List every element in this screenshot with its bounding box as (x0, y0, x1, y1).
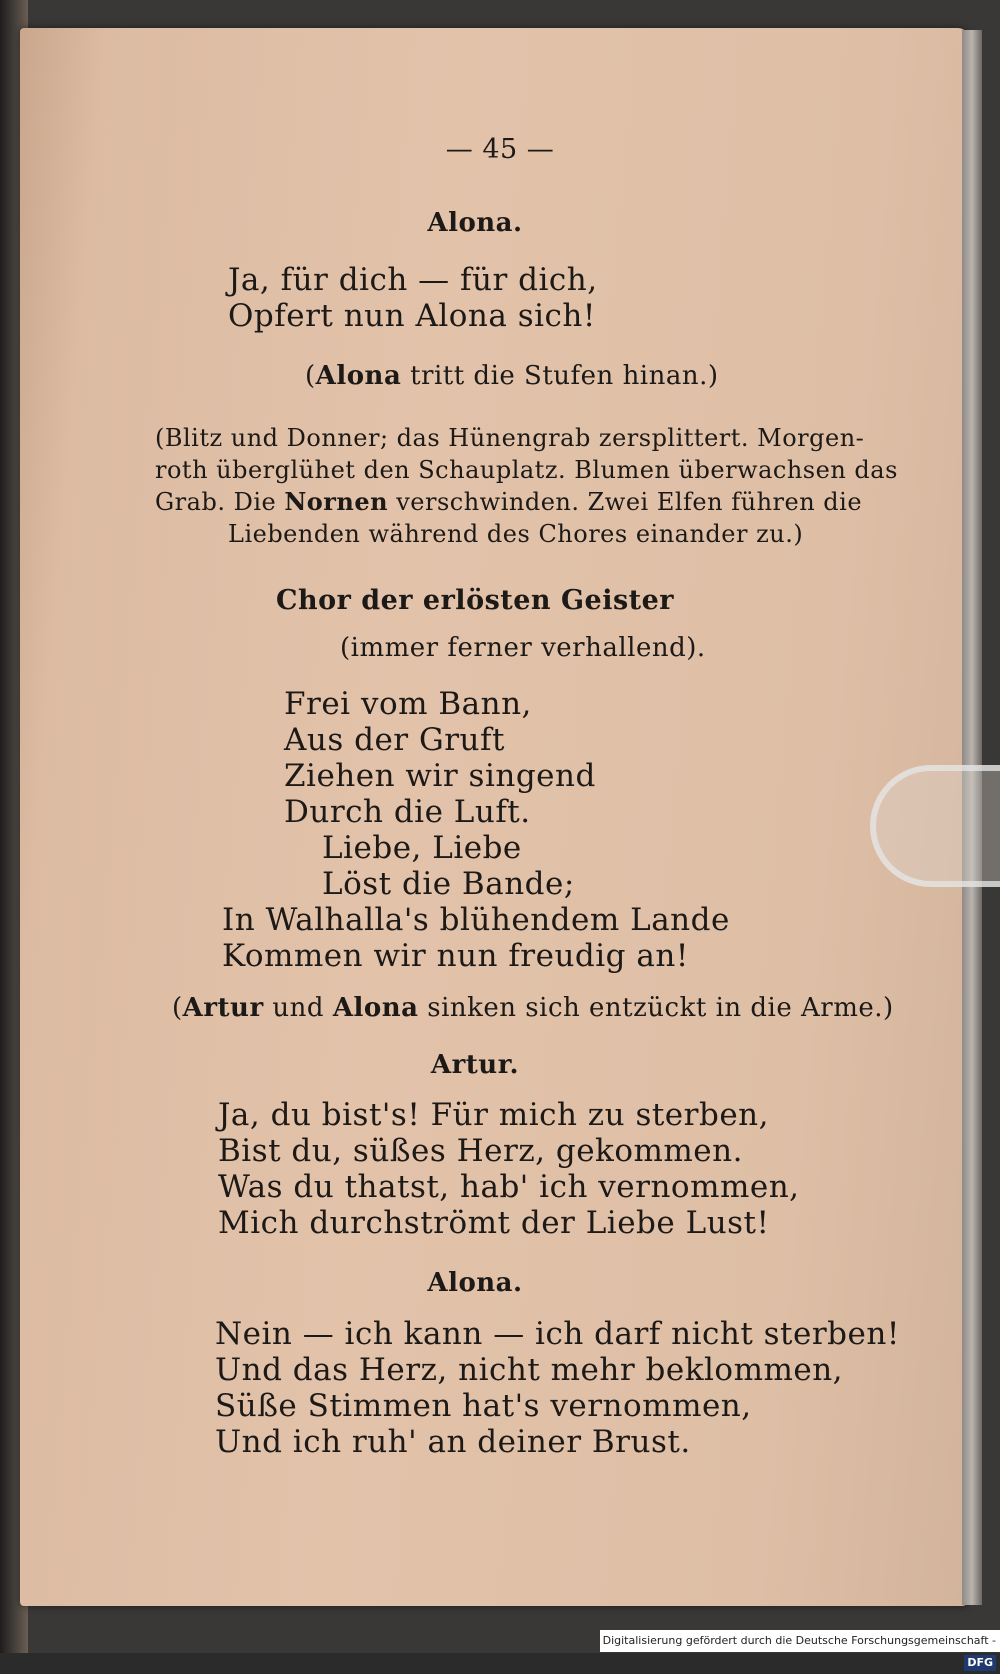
verse-line: Durch die Luft. (284, 794, 531, 830)
verse-line: Ja, du bist's! Für mich zu sterben, (218, 1097, 769, 1133)
stage-name: Alona (315, 361, 402, 391)
verse-line: Bist du, süßes Herz, gekommen. (218, 1133, 743, 1169)
verse-line: Und ich ruh' an deiner Brust. (215, 1424, 691, 1460)
stage-name: Artur (182, 993, 264, 1023)
stage-direction-3: (Artur und Alona sinken sich entzückt in die Arme.) (172, 993, 894, 1023)
verse-line: Aus der Gruft (284, 722, 505, 758)
verse-line: In Walhalla's blühendem Lande (222, 902, 730, 938)
verse-line: Mich durchströmt der Liebe Lust! (218, 1205, 770, 1241)
speaker-alona-2: Alona. (427, 1268, 523, 1298)
stage-direction-2-line: Liebenden während des Chores einander zu.) (228, 520, 804, 548)
page-number: — 45 — (445, 134, 555, 165)
stage-text: sinken sich entzückt in die Arme.) (418, 993, 894, 1023)
speaker-artur: Artur. (430, 1050, 520, 1080)
stage-text: tritt die Stufen hinan.) (401, 361, 719, 391)
stage-text: und (263, 993, 333, 1023)
credit-text: Digitalisierung gefördert durch die Deutsche Forschungsgemeinschaft - (602, 1634, 996, 1647)
verse-line: Liebe, Liebe (322, 830, 522, 866)
chorus-direction: (immer ferner verhallend). (340, 633, 706, 663)
stage-direction-2-line: roth überglühet den Schauplatz. Blumen überwachsen das (155, 456, 898, 484)
dfg-logo: DFG (964, 1655, 996, 1671)
stage-name: Alona (332, 993, 419, 1023)
speaker-alona-1: Alona. (427, 208, 523, 238)
digitization-credit (600, 1630, 1000, 1669)
verse-line: Ja, für dich — für dich, (228, 262, 598, 298)
verse-line: Nein — ich kann — ich darf nicht sterben! (215, 1316, 900, 1352)
verse-line: Frei vom Bann, (284, 686, 532, 722)
verse-line: Löst die Bande; (322, 866, 575, 902)
verse-line: Was du thatst, hab' ich vernommen, (218, 1169, 800, 1205)
speaker-chorus: Chor der erlösten Geister (275, 585, 675, 616)
stage-direction-2-line (155, 484, 862, 520)
verse-line: Und das Herz, nicht mehr beklommen, (215, 1352, 844, 1388)
stage-name: Nornen (284, 487, 389, 516)
verse-line: Opfert nun Alona sich! (228, 298, 596, 334)
verse-line: Kommen wir nun freudig an! (222, 938, 689, 974)
stage-direction-2-line: (Blitz und Donner; das Hünengrab zersplittert. Morgen- (155, 424, 865, 452)
stage-text: verschwinden. Zwei Elfen führen die (388, 488, 863, 516)
verse-line: Ziehen wir singend (284, 758, 596, 794)
stage-direction-1: (Alona tritt die Stufen hinan.) (305, 361, 719, 391)
stage-text: Grab. Die (155, 488, 285, 516)
verse-line: Süße Stimmen hat's vernommen, (215, 1388, 752, 1424)
